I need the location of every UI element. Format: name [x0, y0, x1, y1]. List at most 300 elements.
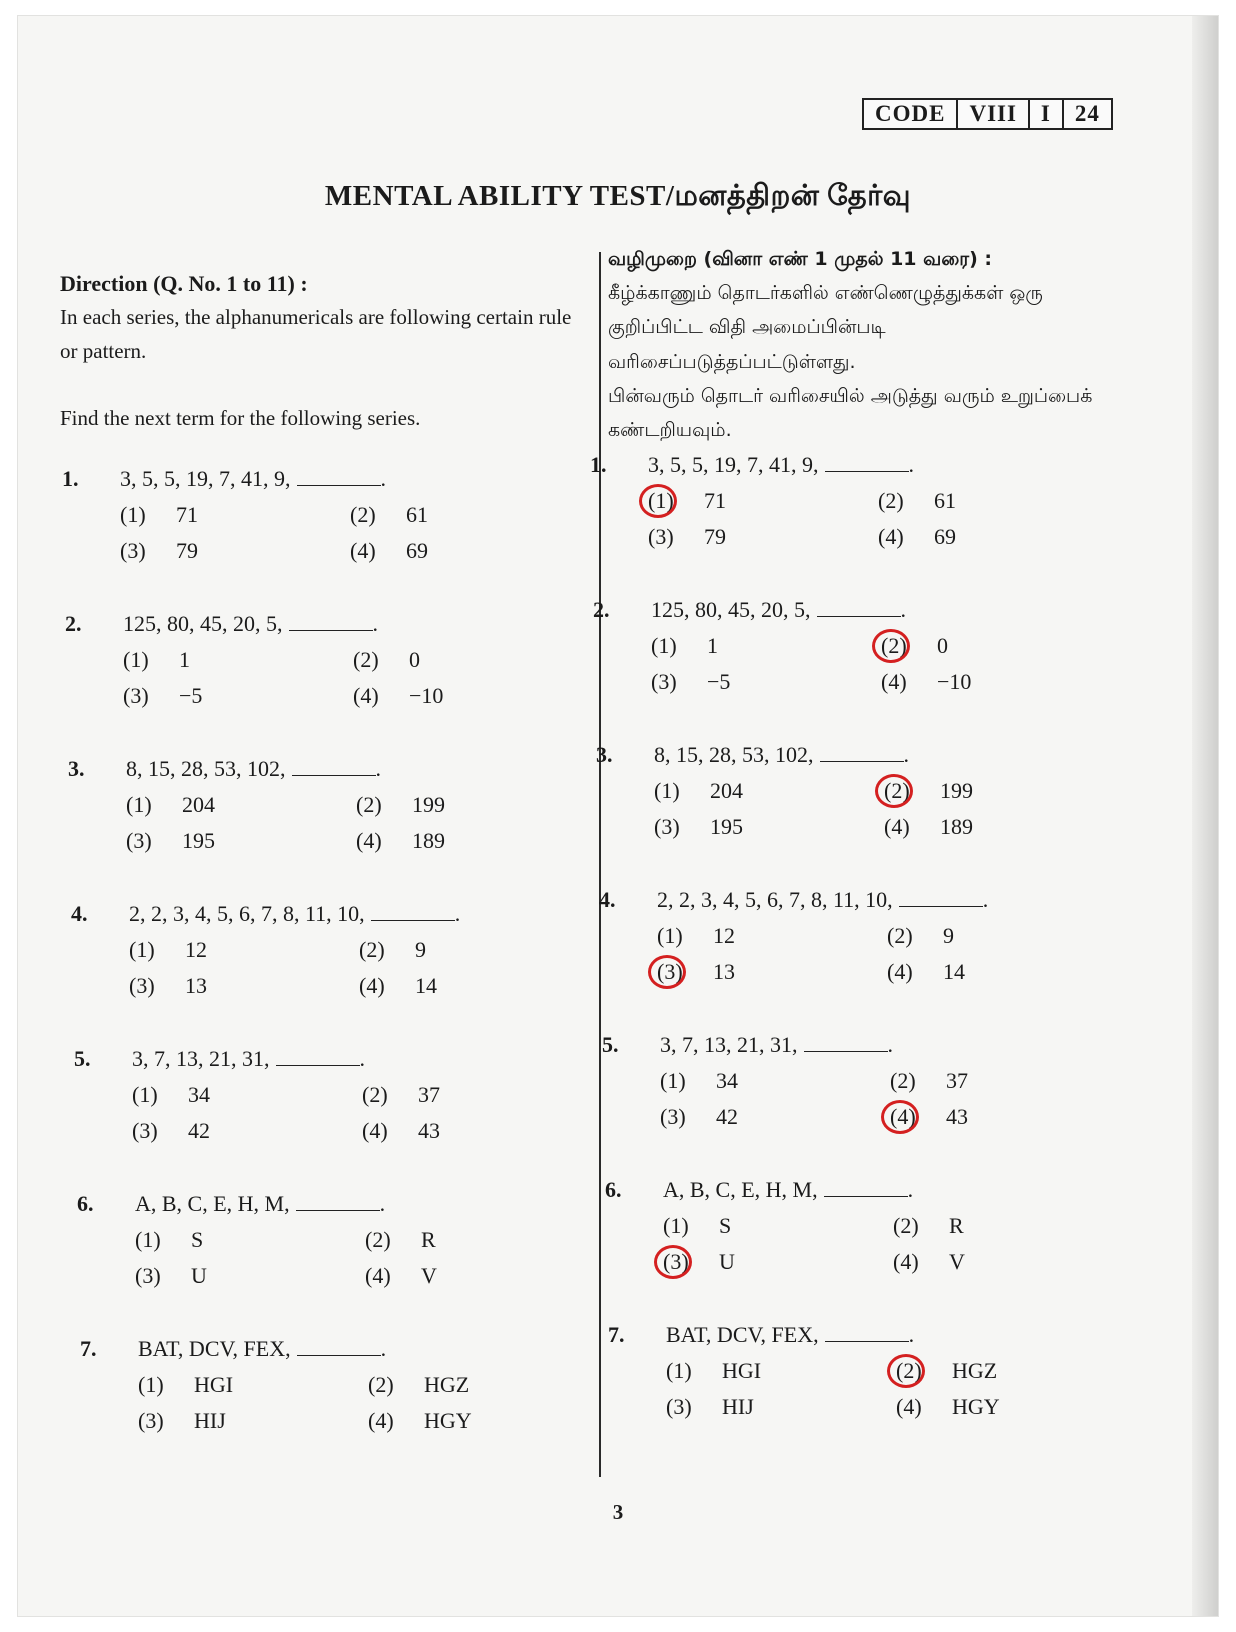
- stem-period: .: [359, 1046, 365, 1071]
- option-3[interactable]: [654, 814, 743, 840]
- question-stem-text: 3, 5, 5, 19, 7, 41, 9,: [120, 466, 291, 491]
- option-label: [368, 1408, 424, 1434]
- option-label: [890, 1068, 946, 1094]
- option-4[interactable]: [362, 1118, 440, 1144]
- option-label: [129, 973, 185, 999]
- question-stem-text: 125, 80, 45, 20, 5,: [651, 597, 811, 622]
- question-stem: [132, 1046, 365, 1072]
- option-2[interactable]: [881, 633, 948, 659]
- left-question-3: [68, 756, 548, 866]
- option-label: [660, 1068, 716, 1094]
- question-stem-text: 3, 5, 5, 19, 7, 41, 9,: [648, 452, 819, 477]
- option-value: V: [949, 1249, 965, 1274]
- option-2[interactable]: [887, 923, 954, 949]
- option-label: [663, 1213, 719, 1239]
- answer-blank: [296, 1192, 380, 1211]
- answer-blank: [804, 1033, 888, 1052]
- option-label-text: (2): [362, 1082, 388, 1107]
- code-label: CODE: [864, 100, 958, 128]
- question-stem: [657, 887, 988, 913]
- option-1[interactable]: [138, 1372, 233, 1398]
- option-label: [881, 669, 937, 695]
- question-stem: [135, 1191, 385, 1217]
- option-value: −10: [937, 669, 972, 694]
- option-label-text: (4): [359, 973, 385, 998]
- answer-mark-circle: [648, 955, 686, 989]
- answer-mark-circle: [887, 1354, 925, 1388]
- question-stem: [660, 1032, 893, 1058]
- option-label: [132, 1082, 188, 1108]
- option-value: 43: [418, 1118, 440, 1143]
- option-value: HGI: [722, 1358, 762, 1383]
- option-value: S: [191, 1227, 204, 1252]
- option-4[interactable]: [878, 524, 956, 550]
- option-3[interactable]: [135, 1263, 207, 1289]
- option-value: 34: [188, 1082, 210, 1107]
- option-value: 12: [185, 937, 207, 962]
- option-label-text: (4): [878, 524, 904, 549]
- left-direction-heading: Direction (Q. No. 1 to 11) :: [60, 271, 308, 296]
- option-label-text: (4): [890, 1104, 916, 1129]
- option-value: 204: [182, 792, 215, 817]
- option-label-text: (3): [120, 538, 146, 563]
- left-question-4: [71, 901, 551, 1011]
- option-1[interactable]: [123, 647, 190, 673]
- question-stem-text: 8, 15, 28, 53, 102,: [126, 756, 286, 781]
- question-number: 1.: [62, 466, 79, 491]
- option-3[interactable]: [657, 959, 735, 985]
- option-label: [648, 524, 704, 550]
- option-4[interactable]: [887, 959, 965, 985]
- option-4[interactable]: [881, 669, 971, 695]
- option-label: [138, 1408, 194, 1434]
- option-label: [893, 1249, 949, 1275]
- option-value: 189: [412, 828, 445, 853]
- option-label-text: (1): [660, 1068, 686, 1093]
- option-label-text: (3): [651, 669, 677, 694]
- question-stem-text: 2, 2, 3, 4, 5, 6, 7, 8, 11, 10,: [657, 887, 893, 912]
- option-value: 79: [704, 524, 726, 549]
- question-number: 5.: [74, 1046, 91, 1071]
- option-2[interactable]: [365, 1227, 436, 1253]
- option-label: [120, 538, 176, 564]
- option-label-text: (1): [135, 1227, 161, 1252]
- option-label: [878, 488, 934, 514]
- option-label: [887, 923, 943, 949]
- question-number: 3.: [596, 742, 613, 767]
- option-1[interactable]: [126, 792, 215, 818]
- option-label-text: (4): [884, 814, 910, 839]
- question-number: 3.: [68, 756, 85, 781]
- option-3[interactable]: [126, 828, 215, 854]
- right-question-6: [605, 1177, 1085, 1287]
- option-label: [881, 633, 937, 659]
- option-label-text: (2): [887, 923, 913, 948]
- option-2[interactable]: [353, 647, 420, 673]
- option-3[interactable]: [138, 1408, 226, 1434]
- option-value: 199: [412, 792, 445, 817]
- option-label: [887, 959, 943, 985]
- option-3[interactable]: [651, 669, 730, 695]
- option-value: 37: [418, 1082, 440, 1107]
- option-label: [884, 814, 940, 840]
- option-label-text: (3): [657, 959, 683, 984]
- option-4[interactable]: [884, 814, 973, 840]
- option-value: HGY: [424, 1408, 472, 1433]
- option-label-text: (4): [356, 828, 382, 853]
- option-value: 71: [704, 488, 726, 513]
- option-2[interactable]: [356, 792, 445, 818]
- option-label: [660, 1104, 716, 1130]
- option-label-text: (1): [138, 1372, 164, 1397]
- option-label: [896, 1394, 952, 1420]
- question-stem-text: 125, 80, 45, 20, 5,: [123, 611, 283, 636]
- option-value: U: [191, 1263, 207, 1288]
- option-1[interactable]: [657, 923, 735, 949]
- option-label-text: (4): [353, 683, 379, 708]
- option-value: 42: [716, 1104, 738, 1129]
- answer-blank: [820, 743, 904, 762]
- answer-blank: [825, 1323, 909, 1342]
- option-label-text: (3): [663, 1249, 689, 1274]
- option-4[interactable]: [353, 683, 443, 709]
- stem-period: .: [908, 452, 914, 477]
- option-value: 1: [707, 633, 718, 658]
- option-label: [135, 1227, 191, 1253]
- option-label: [350, 538, 406, 564]
- option-label-text: (2): [368, 1372, 394, 1397]
- answer-mark-circle: [875, 774, 913, 808]
- answer-mark-circle: [654, 1245, 692, 1279]
- option-label-text: (4): [887, 959, 913, 984]
- stem-period: .: [380, 1336, 387, 1361]
- option-label-text: (2): [896, 1358, 922, 1383]
- option-value: HGZ: [952, 1358, 998, 1383]
- option-value: 79: [176, 538, 198, 563]
- option-2[interactable]: [368, 1372, 469, 1398]
- option-value: 9: [415, 937, 426, 962]
- question-stem: [651, 597, 906, 623]
- question-stem-text: A, B, C, E, H, M,: [135, 1191, 290, 1216]
- option-2[interactable]: [359, 937, 426, 963]
- option-value: 37: [946, 1068, 968, 1093]
- option-label: [365, 1263, 421, 1289]
- option-label: [123, 683, 179, 709]
- option-label-text: (3): [138, 1408, 164, 1433]
- option-3[interactable]: [123, 683, 202, 709]
- stem-period: .: [454, 901, 461, 926]
- question-stem-text: 3, 7, 13, 21, 31,: [132, 1046, 270, 1071]
- option-value: S: [719, 1213, 732, 1238]
- option-label-text: (3): [129, 973, 155, 998]
- option-label: [368, 1372, 424, 1398]
- stem-period: .: [375, 756, 381, 781]
- option-3[interactable]: [663, 1249, 735, 1275]
- option-label: [126, 828, 182, 854]
- question-stem: [126, 756, 381, 782]
- answer-mark-circle: [639, 484, 677, 518]
- option-label-text: (1): [651, 633, 677, 658]
- right-directions: [608, 242, 1128, 447]
- option-label: [353, 683, 409, 709]
- option-value: 195: [182, 828, 215, 853]
- option-label-text: (1): [663, 1213, 689, 1238]
- option-label-text: (4): [881, 669, 907, 694]
- option-value: 14: [943, 959, 965, 984]
- option-value: 189: [940, 814, 973, 839]
- option-label: [365, 1227, 421, 1253]
- stem-period: .: [903, 742, 909, 767]
- answer-blank: [292, 757, 376, 776]
- right-instruction: பின்வரும் தொடர் வரிசையில் அடுத்து வரும் உறுப்பைக் கண்டறியவும்.: [608, 384, 1093, 441]
- option-label-text: (2): [890, 1068, 916, 1093]
- option-label-text: (2): [353, 647, 379, 672]
- option-2[interactable]: [362, 1082, 440, 1108]
- option-value: U: [719, 1249, 735, 1274]
- option-value: 0: [409, 647, 420, 672]
- option-1[interactable]: [120, 502, 198, 528]
- option-label: [359, 973, 415, 999]
- left-question-7: [80, 1336, 560, 1446]
- option-3[interactable]: [120, 538, 198, 564]
- option-label-text: (2): [359, 937, 385, 962]
- option-label-text: (1): [648, 488, 674, 513]
- left-question-2: [65, 611, 545, 721]
- question-number: 6.: [605, 1177, 622, 1202]
- option-label-text: (2): [881, 633, 907, 658]
- left-directions: [60, 266, 580, 436]
- option-label: [666, 1394, 722, 1420]
- option-label: [350, 502, 406, 528]
- option-label: [362, 1118, 418, 1144]
- option-label: [654, 814, 710, 840]
- option-label: [129, 937, 185, 963]
- option-2[interactable]: [884, 778, 973, 804]
- left-question-6: [77, 1191, 557, 1301]
- option-1[interactable]: [666, 1358, 761, 1384]
- option-label: [356, 828, 412, 854]
- option-value: 34: [716, 1068, 738, 1093]
- option-1[interactable]: [654, 778, 743, 804]
- question-number: 4.: [599, 887, 616, 912]
- option-1[interactable]: [135, 1227, 203, 1253]
- answer-blank: [825, 453, 909, 472]
- column-divider: [599, 252, 601, 1477]
- option-1[interactable]: [648, 488, 726, 514]
- question-stem-text: 3, 7, 13, 21, 31,: [660, 1032, 798, 1057]
- option-value: HGZ: [424, 1372, 470, 1397]
- question-stem-text: A, B, C, E, H, M,: [663, 1177, 818, 1202]
- option-label-text: (1): [120, 502, 146, 527]
- option-2[interactable]: [890, 1068, 968, 1094]
- option-label-text: (4): [893, 1249, 919, 1274]
- answer-blank: [276, 1047, 360, 1066]
- option-3[interactable]: [132, 1118, 210, 1144]
- option-value: 71: [176, 502, 198, 527]
- question-stem: [666, 1322, 914, 1348]
- option-value: 204: [710, 778, 743, 803]
- option-4[interactable]: [896, 1394, 1000, 1420]
- stem-period: .: [982, 887, 989, 912]
- stem-period: .: [372, 611, 378, 636]
- question-stem: [123, 611, 378, 637]
- page-title: MENTAL ABILITY TEST/மனத்திறன் தேர்வு: [324, 180, 912, 212]
- option-label-text: (2): [893, 1213, 919, 1238]
- option-3[interactable]: [660, 1104, 738, 1130]
- option-label-text: (1): [123, 647, 149, 672]
- option-label-text: (3): [123, 683, 149, 708]
- option-label-text: (3): [648, 524, 674, 549]
- option-value: 1: [179, 647, 190, 672]
- option-value: V: [421, 1263, 437, 1288]
- option-label: [359, 937, 415, 963]
- right-question-1: [590, 452, 1070, 562]
- option-label-text: (3): [660, 1104, 686, 1129]
- answer-blank: [817, 598, 901, 617]
- option-value: 195: [710, 814, 743, 839]
- option-value: HIJ: [722, 1394, 754, 1419]
- option-label-text: (3): [132, 1118, 158, 1143]
- question-stem: [129, 901, 460, 927]
- option-4[interactable]: [365, 1263, 437, 1289]
- option-value: 61: [406, 502, 428, 527]
- answer-mark-circle: [872, 629, 910, 663]
- option-value: 14: [415, 973, 437, 998]
- option-1[interactable]: [129, 937, 207, 963]
- right-question-2: [593, 597, 1073, 707]
- option-value: R: [421, 1227, 436, 1252]
- option-label-text: (4): [896, 1394, 922, 1419]
- code-number: 24: [1074, 101, 1100, 126]
- option-4[interactable]: [359, 973, 437, 999]
- option-value: 13: [185, 973, 207, 998]
- option-label-text: (1): [129, 937, 155, 962]
- question-stem-text: BAT, DCV, FEX,: [666, 1322, 819, 1347]
- option-label: [657, 959, 713, 985]
- question-number: 1.: [590, 452, 607, 477]
- option-1[interactable]: [663, 1213, 731, 1239]
- option-label-text: (4): [368, 1408, 394, 1433]
- question-number: 2.: [65, 611, 82, 636]
- code-paper: I: [1030, 100, 1064, 128]
- question-stem: [120, 466, 386, 492]
- option-label: [356, 792, 412, 818]
- question-stem: [648, 452, 914, 478]
- question-stem: [138, 1336, 386, 1362]
- option-value: 69: [406, 538, 428, 563]
- option-label-text: (3): [126, 828, 152, 853]
- option-4[interactable]: [350, 538, 428, 564]
- question-stem-text: 8, 15, 28, 53, 102,: [654, 742, 814, 767]
- answer-blank: [824, 1178, 908, 1197]
- option-label: [123, 647, 179, 673]
- question-stem: [663, 1177, 913, 1203]
- right-question-4: [599, 887, 1079, 997]
- right-question-3: [596, 742, 1076, 852]
- option-3[interactable]: [648, 524, 726, 550]
- option-label: [362, 1082, 418, 1108]
- option-label: [120, 502, 176, 528]
- option-label: [651, 633, 707, 659]
- option-label: [890, 1104, 946, 1130]
- option-label-text: (1): [132, 1082, 158, 1107]
- option-label: [135, 1263, 191, 1289]
- question-number: 5.: [602, 1032, 619, 1057]
- option-4[interactable]: [890, 1104, 968, 1130]
- question-stem-text: 2, 2, 3, 4, 5, 6, 7, 8, 11, 10,: [129, 901, 365, 926]
- stem-period: .: [908, 1322, 915, 1347]
- option-label-text: (3): [666, 1394, 692, 1419]
- question-number: 7.: [80, 1336, 97, 1361]
- option-value: R: [949, 1213, 964, 1238]
- option-label-text: (1): [666, 1358, 692, 1383]
- option-label: [648, 488, 704, 514]
- option-value: 9: [943, 923, 954, 948]
- option-label-text: (2): [878, 488, 904, 513]
- option-4[interactable]: [368, 1408, 472, 1434]
- answer-mark-circle: [881, 1100, 919, 1134]
- answer-blank: [297, 1337, 381, 1356]
- answer-blank: [371, 902, 455, 921]
- option-3[interactable]: [666, 1394, 754, 1420]
- answer-blank: [297, 467, 381, 486]
- option-2[interactable]: [893, 1213, 964, 1239]
- option-label: [651, 669, 707, 695]
- option-label: [126, 792, 182, 818]
- option-4[interactable]: [893, 1249, 965, 1275]
- option-value: −5: [179, 683, 203, 708]
- option-1[interactable]: [660, 1068, 738, 1094]
- option-value: −10: [409, 683, 444, 708]
- question-number: 4.: [71, 901, 88, 926]
- option-value: 61: [934, 488, 956, 513]
- option-label-text: (2): [884, 778, 910, 803]
- answer-blank: [899, 888, 983, 907]
- option-label: [666, 1358, 722, 1384]
- code-class: VIII: [958, 100, 1029, 128]
- stem-period: .: [380, 466, 386, 491]
- option-1[interactable]: [132, 1082, 210, 1108]
- question-number: 6.: [77, 1191, 94, 1216]
- option-label: [138, 1372, 194, 1398]
- option-label: [654, 778, 710, 804]
- option-label: [893, 1213, 949, 1239]
- option-value: 42: [188, 1118, 210, 1143]
- option-value: 199: [940, 778, 973, 803]
- option-label: [657, 923, 713, 949]
- option-1[interactable]: [651, 633, 718, 659]
- question-number: 2.: [593, 597, 610, 622]
- option-2[interactable]: [878, 488, 956, 514]
- sheet-edge-shadow: [1192, 16, 1218, 1616]
- option-value: −5: [707, 669, 731, 694]
- option-value: 12: [713, 923, 735, 948]
- option-value: 0: [937, 633, 948, 658]
- option-label-text: (1): [654, 778, 680, 803]
- answer-blank: [289, 612, 373, 631]
- option-2[interactable]: [896, 1358, 997, 1384]
- option-label-text: (2): [365, 1227, 391, 1252]
- right-question-7: [608, 1322, 1088, 1432]
- option-4[interactable]: [356, 828, 445, 854]
- option-2[interactable]: [350, 502, 428, 528]
- question-stem: [654, 742, 909, 768]
- option-label: [884, 778, 940, 804]
- option-label-text: (1): [126, 792, 152, 817]
- stem-period: .: [907, 1177, 914, 1202]
- option-3[interactable]: [129, 973, 207, 999]
- option-label: [663, 1249, 719, 1275]
